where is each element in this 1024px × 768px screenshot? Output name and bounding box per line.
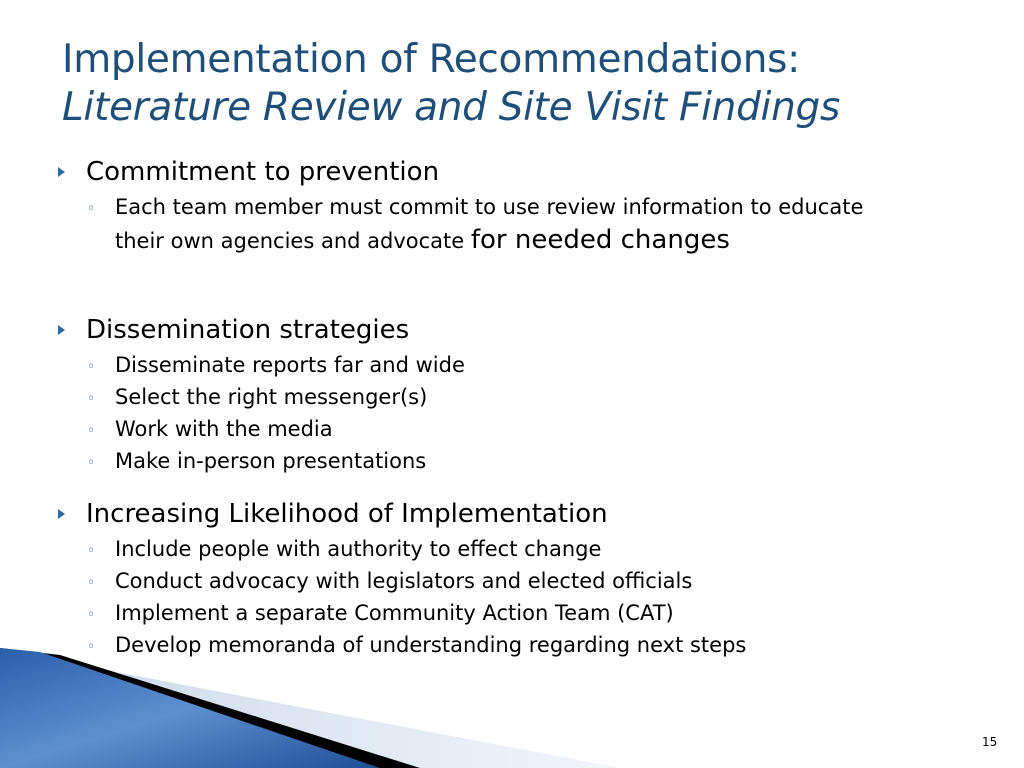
sub-bullet-text: Each team member must commit to use review information to educate their own agencies and advocate: [115, 195, 864, 253]
title-line-2: Literature Review and Site Visit Findings: [62, 85, 840, 130]
sub-bullet: Disseminate reports far and wide: [115, 353, 465, 377]
sub-bullet: Develop memoranda of understanding regarding next steps: [115, 633, 747, 657]
sub-bullet: [115, 191, 905, 258]
blue-wave: [0, 648, 380, 768]
section-heading: Commitment to prevention: [86, 157, 440, 187]
section-heading: Increasing Likelihood of Implementation: [86, 499, 608, 529]
sub-bullet: Select the right messenger(s): [115, 385, 428, 409]
page-number: 15: [982, 735, 998, 749]
circle-bullet-icon: ◦: [87, 391, 96, 407]
circle-bullet-icon: ◦: [87, 543, 96, 559]
sub-bullet: Make in-person presentations: [115, 449, 427, 473]
sub-bullet: Include people with authority to effect change: [115, 537, 602, 561]
circle-bullet-icon: ◦: [87, 639, 96, 655]
circle-bullet-icon: ◦: [87, 201, 96, 217]
circle-bullet-icon: ◦: [87, 575, 96, 591]
arrow-bullet-icon: [58, 509, 65, 519]
sub-bullet-text-large: for needed changes: [470, 225, 730, 255]
sub-bullet: Conduct advocacy with legislators and elected officials: [115, 569, 693, 593]
sub-bullet: Work with the media: [115, 417, 333, 441]
circle-bullet-icon: ◦: [87, 423, 96, 439]
arrow-bullet-icon: [58, 325, 65, 335]
sub-bullet: Implement a separate Community Action Team (CAT): [115, 601, 674, 625]
slide-title: [62, 36, 962, 132]
circle-bullet-icon: ◦: [87, 455, 96, 471]
section-heading: Dissemination strategies: [86, 315, 410, 345]
circle-bullet-icon: ◦: [87, 359, 96, 375]
title-line-1: Implementation of Recommendations:: [62, 37, 801, 82]
circle-bullet-icon: ◦: [87, 607, 96, 623]
arrow-bullet-icon: [58, 167, 65, 177]
